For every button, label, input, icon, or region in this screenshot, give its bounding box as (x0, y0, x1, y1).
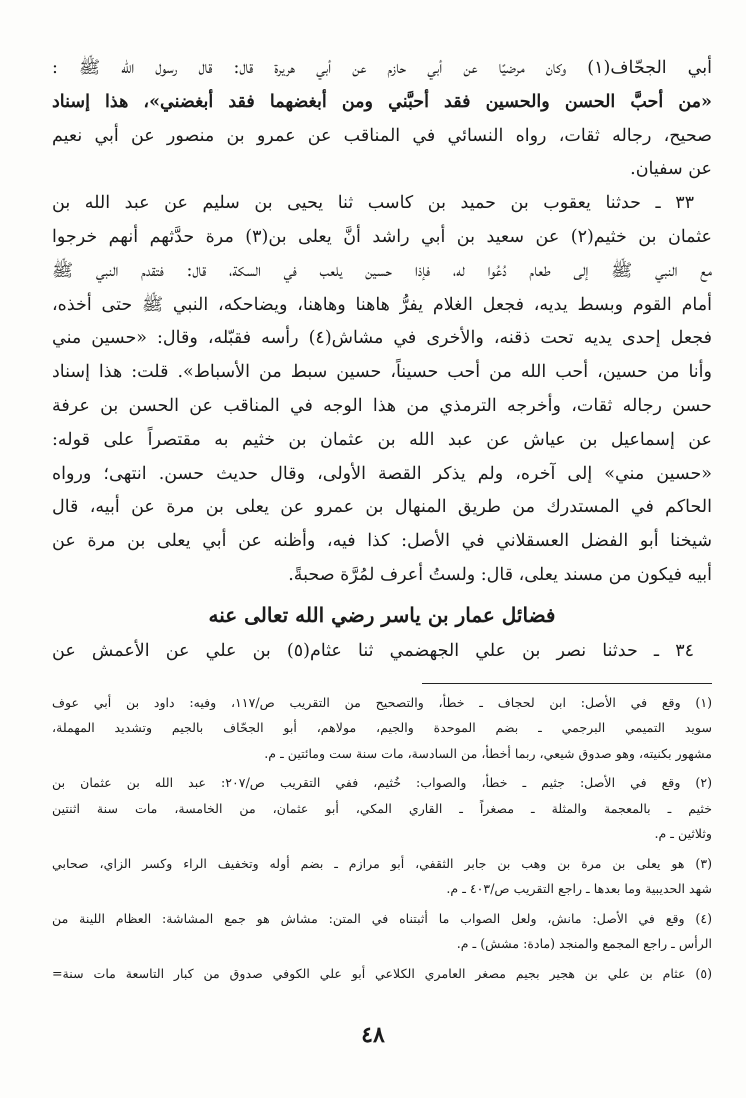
text-line: أمام القوم وبسط يديه، فجعل الغلام يفرُّ هاهنا وهاهنا، ويضاحكه، النبي ﷺ حتى أخذه، (52, 294, 712, 315)
text-line: عثمان بن خثيم(٢) عن سعيد بن أبي راشد أنَّ يعلى بن(٣) مرة حدَّثهم أنهم خرجوا (52, 226, 712, 247)
text-line: الحاكم في المستدرك من طريق المنهال بن عمرو عن يعلى بن مرة عن أبيه، قال (52, 497, 712, 518)
footnote-line: (٤) وقع في الأصل: مانش، ولعل الصواب ما أثبتناه في المتن: مشاش هو جمع المشاشة: العظام اللينة من (52, 910, 712, 926)
text-line: ٣٤ ـ حدثنا نصر بن علي الجهضمي ثنا عثام(٥) بن علي عن الأعمش عن (52, 640, 694, 661)
footnote-line: (١) وقع في الأصل: ابن لحجاف ـ خطأ، والتصحيح من التقريب ص/١١٧، وفيه: داود بن أبي عوف (52, 694, 712, 710)
text-line: عن سفيان. (630, 159, 712, 180)
text-line: شيخنا أبو الفضل العسقلاني في الأصل: كذا فيه، وأظنه عن أبي يعلى بن مرة عن (52, 531, 712, 552)
paragraph-hadith-33 (52, 187, 712, 593)
main-text (52, 52, 712, 669)
paragraph-hadith-34 (52, 635, 712, 669)
text-line: مع النبي ﷺ إلى طعام دُعُوا له، فإذا حسين يلعب في السكة، قال: فتقدم النبي ﷺ (52, 260, 712, 281)
footnote-2 (52, 770, 712, 847)
footnotes (52, 690, 712, 987)
section-heading: فضائل عمار بن ياسر رضي الله تعالى عنه (208, 602, 556, 627)
footnote-line: (٢) وقع في الأصل: جثيم ـ خطأ، والصواب: خُثيم، ففي التقريب ص/٢٠٧: عبد الله بن عثمان بن (52, 775, 712, 791)
text-line: ٣٣ ـ حدثنا يعقوب بن حميد بن كاسب ثنا يحيى بن سليم عن عبد الله بن (52, 193, 694, 214)
text-line: «من أحبَّ الحسن والحسين فقد أحبَّني ومن أبغضهما فقد أبغضني»، هذا إسناد (52, 91, 712, 112)
text-line: صحيح، رجاله ثقات، رواه النسائي في المناقب عن عمرو بن منصور عن أبي نعيم (52, 125, 712, 146)
footnote-line: سويد التميمي البرجمي ـ بضم الموحدة والجيم، مولاهم، أبو الجحّاف بالجيم وتشديد المهملة، (52, 720, 712, 736)
footnote-line: الرأس ـ راجع المجمع والمنجد (مادة: مشش) ـ م. (456, 936, 712, 952)
page-number: ٤٨ (361, 1022, 385, 1048)
footnote-3 (52, 851, 712, 902)
footnote-1 (52, 690, 712, 767)
footnote-line: (٥) عثام بن علي بن هجير بجيم مصغر العامري الكلاعي أبو علي الكوفي صدوق من كبار التاسعة مات سنة= (52, 965, 712, 981)
text-line: أبيه فيكون من مسند يعلى، قال: ولستُ أعرف لمُرَّة صحبةً. (288, 564, 712, 585)
text-line: «حسين مني» إلى آخره، ولم يذكر القصة الأولى، وقال حديث حسن. انتهى؛ ورواه (52, 463, 712, 484)
footnote-separator (422, 683, 712, 684)
footnote-line: وثلاثين ـ م. (654, 826, 712, 842)
footnote-line: (٣) هو يعلى بن مرة بن وهب بن جابر الثقفي، أبو مرازم ـ بضم أوله وتخفيف الراء وكسر الزاي، صحابي (52, 855, 712, 871)
page (52, 52, 712, 990)
footnote-line: خثيم ـ بالمعجمة والمثلة ـ مصغراً ـ القاري المكي، أبو عثمان، من الخامسة، مات سنة اثنتين (52, 800, 712, 816)
footnote-5 (52, 961, 712, 987)
text-line: عن إسماعيل بن عياش عن عبد الله بن عثمان بن خثيم به مقتصراً على قوله: (52, 429, 712, 450)
text-line: حسن رجاله ثقات، وأخرجه الترمذي من هذا الوجه في المناقب عن الحسن بن عرفة (52, 395, 712, 416)
footnote-4 (52, 906, 712, 957)
footnote-line: مشهور بكنيته، وهو صدوق شيعي، ربما أخطأ، من السادسة، مات سنة ست ومائتين ـ م. (264, 745, 712, 761)
text-line: فجعل إحدى يديه تحت ذقنه، والأخرى في مشاش(٤) رأسه فقبّله، وقال: «حسين مني (52, 328, 712, 349)
footnote-line: شهد الحديبية وما بعدها ـ راجع التقريب ص/٤٠٣ ـ م. (446, 881, 712, 897)
text-line: أبي الجحّاف(١) وكان مرضيًا عن أبي حازم عن أبي هريرة قال: قال رسول الله ﷺ : (52, 58, 712, 78)
text-line: وأنا من حسين، أحب الله من أحب حسيناً، حسين سبط من الأسباط». قلت: هذا إسناد (52, 362, 712, 383)
paragraph-hadith-32-end (52, 52, 712, 187)
